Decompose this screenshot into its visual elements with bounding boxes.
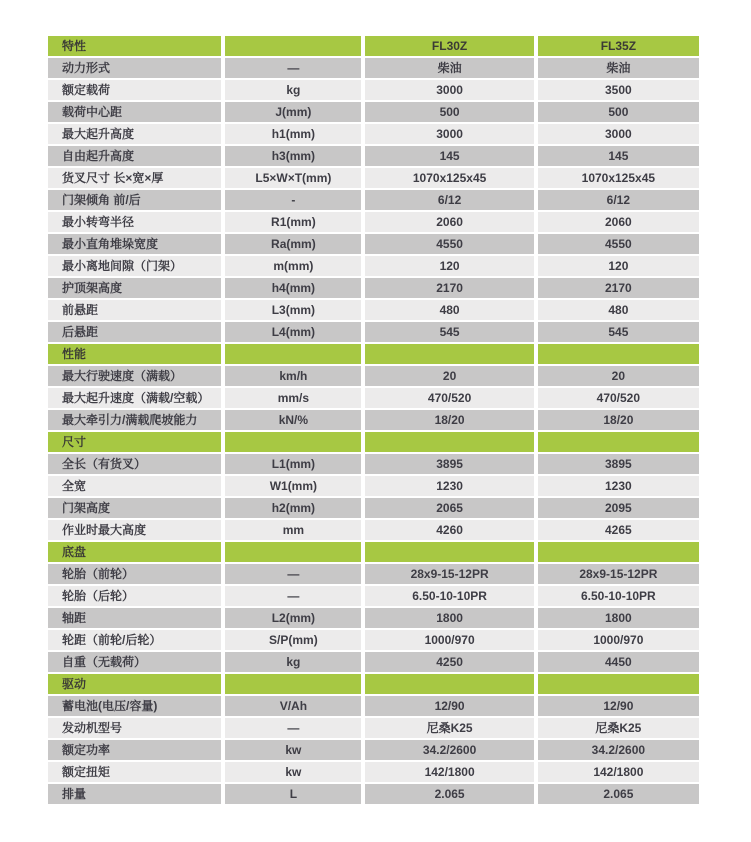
- section-header-spacer: [365, 344, 533, 364]
- spec-value-fl35z: 1070x125x45: [538, 168, 699, 188]
- spec-unit: R1(mm): [225, 212, 361, 232]
- spec-value-fl35z: 28x9-15-12PR: [538, 564, 699, 584]
- spec-value-fl30z: 1070x125x45: [365, 168, 533, 188]
- spec-label: 轴距: [48, 608, 221, 628]
- spec-value-fl35z: 尼桑K25: [538, 718, 699, 738]
- spec-label: 最大牵引力/满载爬坡能力: [48, 410, 221, 430]
- spec-value-fl30z: 2.065: [365, 784, 533, 804]
- section-header-row: [48, 542, 699, 562]
- spec-row: [48, 520, 699, 540]
- spec-label: 额定扭矩: [48, 762, 221, 782]
- section-header-spacer: [538, 542, 699, 562]
- spec-value-fl35z: 20: [538, 366, 699, 386]
- spec-row: [48, 410, 699, 430]
- spec-label: 载荷中心距: [48, 102, 221, 122]
- spec-row: [48, 630, 699, 650]
- spec-value-fl30z: 4260: [365, 520, 533, 540]
- spec-value-fl35z: 柴油: [538, 58, 699, 78]
- spec-row: [48, 256, 699, 276]
- spec-label: 轮胎（后轮）: [48, 586, 221, 606]
- section-header-spacer: [365, 542, 533, 562]
- spec-value-fl35z: 4265: [538, 520, 699, 540]
- spec-row: [48, 190, 699, 210]
- spec-value-fl30z: 1230: [365, 476, 533, 496]
- spec-label: 最大起升高度: [48, 124, 221, 144]
- spec-unit: W1(mm): [225, 476, 361, 496]
- spec-unit: S/P(mm): [225, 630, 361, 650]
- spec-value-fl30z: 142/1800: [365, 762, 533, 782]
- spec-unit: L1(mm): [225, 454, 361, 474]
- spec-row: [48, 388, 699, 408]
- section-header-spacer: [365, 674, 533, 694]
- spec-row: [48, 80, 699, 100]
- spec-unit: m(mm): [225, 256, 361, 276]
- spec-value-fl30z: 4550: [365, 234, 533, 254]
- spec-row: [48, 454, 699, 474]
- spec-value-fl30z: 2170: [365, 278, 533, 298]
- spec-label: 后悬距: [48, 322, 221, 342]
- header-unit-cell: [225, 36, 361, 56]
- spec-row: [48, 366, 699, 386]
- spec-row: [48, 168, 699, 188]
- spec-label: 全长（有货叉）: [48, 454, 221, 474]
- spec-label: 最小转弯半径: [48, 212, 221, 232]
- spec-label: 门架倾角 前/后: [48, 190, 221, 210]
- section-header-spacer: [365, 432, 533, 452]
- spec-label: 排量: [48, 784, 221, 804]
- spec-value-fl35z: 18/20: [538, 410, 699, 430]
- spec-value-fl35z: 3895: [538, 454, 699, 474]
- spec-unit: h4(mm): [225, 278, 361, 298]
- spec-label: 最大行驶速度（满载）: [48, 366, 221, 386]
- spec-unit: km/h: [225, 366, 361, 386]
- spec-row: [48, 608, 699, 628]
- spec-value-fl35z: 12/90: [538, 696, 699, 716]
- spec-row: [48, 498, 699, 518]
- spec-unit: L5×W×T(mm): [225, 168, 361, 188]
- section-header-row: [48, 344, 699, 364]
- section-title: 性能: [48, 344, 221, 364]
- spec-label: 全宽: [48, 476, 221, 496]
- spec-label: 发动机型号: [48, 718, 221, 738]
- spec-value-fl35z: 1800: [538, 608, 699, 628]
- section-header-row: [48, 432, 699, 452]
- spec-unit: L2(mm): [225, 608, 361, 628]
- section-header-spacer: [225, 344, 361, 364]
- spec-unit: —: [225, 58, 361, 78]
- spec-row: [48, 146, 699, 166]
- spec-label: 额定功率: [48, 740, 221, 760]
- spec-row: [48, 300, 699, 320]
- spec-value-fl30z: 545: [365, 322, 533, 342]
- spec-value-fl30z: 6.50-10-10PR: [365, 586, 533, 606]
- section-header-spacer: [225, 674, 361, 694]
- spec-unit: -: [225, 190, 361, 210]
- spec-unit: h1(mm): [225, 124, 361, 144]
- spec-unit: kw: [225, 740, 361, 760]
- section-title: 尺寸: [48, 432, 221, 452]
- spec-unit: mm: [225, 520, 361, 540]
- spec-label: 额定载荷: [48, 80, 221, 100]
- spec-row: [48, 58, 699, 78]
- spec-value-fl30z: 34.2/2600: [365, 740, 533, 760]
- spec-row: [48, 322, 699, 342]
- spec-value-fl30z: 柴油: [365, 58, 533, 78]
- spec-label: 自重（无载荷）: [48, 652, 221, 672]
- spec-row: [48, 784, 699, 804]
- spec-label: 自由起升高度: [48, 146, 221, 166]
- spec-value-fl35z: 470/520: [538, 388, 699, 408]
- spec-value-fl30z: 尼桑K25: [365, 718, 533, 738]
- spec-label: 轮距（前轮/后轮）: [48, 630, 221, 650]
- spec-label: 蓄电池(电压/容量): [48, 696, 221, 716]
- spec-value-fl35z: 2095: [538, 498, 699, 518]
- spec-row: [48, 476, 699, 496]
- spec-value-fl30z: 470/520: [365, 388, 533, 408]
- spec-value-fl30z: 1000/970: [365, 630, 533, 650]
- section-header-spacer: [538, 674, 699, 694]
- spec-label: 轮胎（前轮）: [48, 564, 221, 584]
- spec-value-fl35z: 2.065: [538, 784, 699, 804]
- spec-value-fl30z: 480: [365, 300, 533, 320]
- spec-value-fl35z: 2060: [538, 212, 699, 232]
- spec-value-fl35z: 2170: [538, 278, 699, 298]
- spec-value-fl35z: 1000/970: [538, 630, 699, 650]
- spec-label: 最大起升速度（满载/空载）: [48, 388, 221, 408]
- spec-value-fl30z: 18/20: [365, 410, 533, 430]
- spec-unit: J(mm): [225, 102, 361, 122]
- section-title: 底盘: [48, 542, 221, 562]
- spec-value-fl35z: 3000: [538, 124, 699, 144]
- spec-value-fl30z: 120: [365, 256, 533, 276]
- spec-row: [48, 762, 699, 782]
- spec-value-fl30z: 28x9-15-12PR: [365, 564, 533, 584]
- forklift-spec-table: [44, 34, 703, 806]
- spec-row: [48, 696, 699, 716]
- header-feature-label: 特性: [48, 36, 221, 56]
- spec-row: [48, 652, 699, 672]
- spec-value-fl35z: 1230: [538, 476, 699, 496]
- spec-row: [48, 718, 699, 738]
- spec-value-fl30z: 500: [365, 102, 533, 122]
- spec-value-fl30z: 145: [365, 146, 533, 166]
- spec-value-fl35z: 500: [538, 102, 699, 122]
- spec-value-fl30z: 12/90: [365, 696, 533, 716]
- section-header-spacer: [538, 432, 699, 452]
- spec-label: 前悬距: [48, 300, 221, 320]
- spec-unit: V/Ah: [225, 696, 361, 716]
- spec-label: 门架高度: [48, 498, 221, 518]
- section-title: 驱动: [48, 674, 221, 694]
- header-model-fl35z: FL35Z: [538, 36, 699, 56]
- spec-label: 动力形式: [48, 58, 221, 78]
- spec-row: [48, 586, 699, 606]
- spec-row: [48, 740, 699, 760]
- spec-value-fl35z: 6.50-10-10PR: [538, 586, 699, 606]
- spec-unit: —: [225, 586, 361, 606]
- spec-unit: L4(mm): [225, 322, 361, 342]
- spec-unit: kN/%: [225, 410, 361, 430]
- header-model-fl30z: FL30Z: [365, 36, 533, 56]
- spec-value-fl35z: 3500: [538, 80, 699, 100]
- spec-value-fl30z: 3000: [365, 124, 533, 144]
- spec-value-fl35z: 120: [538, 256, 699, 276]
- spec-unit: mm/s: [225, 388, 361, 408]
- spec-label: 作业时最大高度: [48, 520, 221, 540]
- spec-value-fl30z: 2065: [365, 498, 533, 518]
- spec-value-fl30z: 20: [365, 366, 533, 386]
- spec-value-fl35z: 145: [538, 146, 699, 166]
- spec-value-fl35z: 545: [538, 322, 699, 342]
- spec-row: [48, 278, 699, 298]
- spec-value-fl30z: 3000: [365, 80, 533, 100]
- spec-value-fl35z: 34.2/2600: [538, 740, 699, 760]
- spec-row: [48, 124, 699, 144]
- spec-unit: kg: [225, 80, 361, 100]
- section-header-row: [48, 674, 699, 694]
- spec-unit: h2(mm): [225, 498, 361, 518]
- spec-row: [48, 102, 699, 122]
- spec-value-fl30z: 2060: [365, 212, 533, 232]
- table-header-row: [48, 36, 699, 56]
- spec-label: 货叉尺寸 长×宽×厚: [48, 168, 221, 188]
- spec-row: [48, 564, 699, 584]
- spec-label: 最小直角堆垛宽度: [48, 234, 221, 254]
- spec-value-fl35z: 4450: [538, 652, 699, 672]
- spec-value-fl35z: 480: [538, 300, 699, 320]
- spec-label: 最小离地间隙（门架）: [48, 256, 221, 276]
- spec-row: [48, 212, 699, 232]
- spec-value-fl35z: 6/12: [538, 190, 699, 210]
- spec-unit: —: [225, 564, 361, 584]
- spec-value-fl35z: 142/1800: [538, 762, 699, 782]
- section-header-spacer: [538, 344, 699, 364]
- spec-value-fl30z: 4250: [365, 652, 533, 672]
- spec-unit: Ra(mm): [225, 234, 361, 254]
- spec-unit: kg: [225, 652, 361, 672]
- spec-unit: L3(mm): [225, 300, 361, 320]
- spec-value-fl30z: 3895: [365, 454, 533, 474]
- spec-value-fl35z: 4550: [538, 234, 699, 254]
- spec-value-fl30z: 6/12: [365, 190, 533, 210]
- spec-unit: L: [225, 784, 361, 804]
- section-header-spacer: [225, 542, 361, 562]
- spec-label: 护顶架高度: [48, 278, 221, 298]
- spec-unit: —: [225, 718, 361, 738]
- spec-unit: h3(mm): [225, 146, 361, 166]
- spec-value-fl30z: 1800: [365, 608, 533, 628]
- spec-row: [48, 234, 699, 254]
- section-header-spacer: [225, 432, 361, 452]
- spec-unit: kw: [225, 762, 361, 782]
